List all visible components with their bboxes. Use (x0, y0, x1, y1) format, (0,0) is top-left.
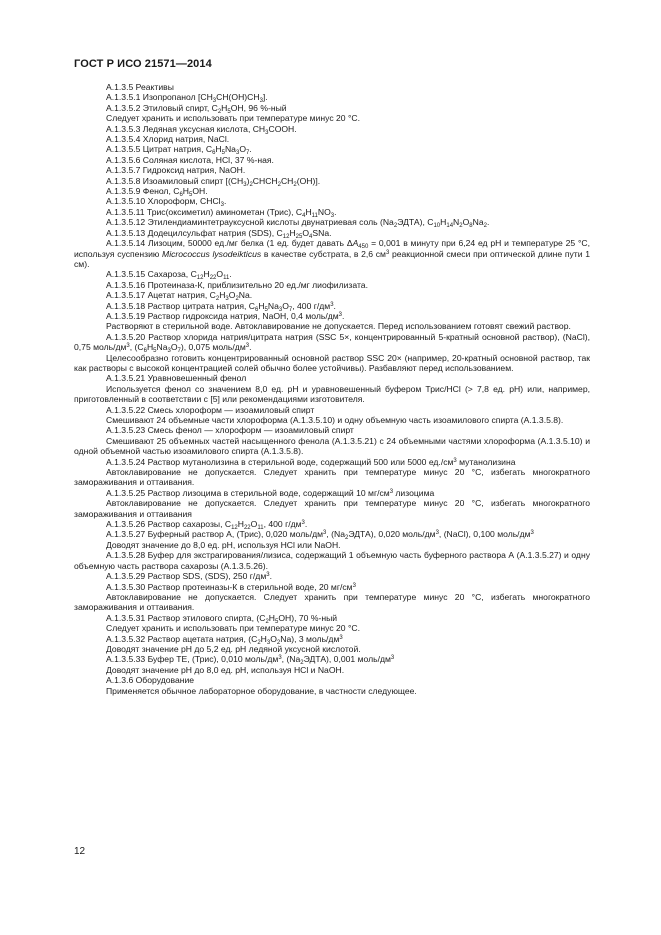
text-line: А.1.3.5.27 Буферный раствор А, (Трис), 0,020 моль/$дм^3$, $(Na_2ЭДТА)$, 0,020 моль/$дм^3$, (NaCl), 0,100 моль/$дм^3$ (106, 529, 534, 542)
document-header: ГОСТ Р ИСО 21571—2014 (74, 58, 212, 70)
text-line: А.1.3.5.24 Раствор мутанолизина в стерильной воде, содержащий 500 или 5000 $ед./см^3$ мутанолизина (106, 456, 516, 467)
text-line: А.1.3.5.18 Раствор цитрата натрия, $C_6H_5Na_3O_7$, 400 $г/дм^3$. (106, 300, 336, 313)
text-line: А.1.3.5.31 Раствор этилового спирта, $(C_2H_5OH)$, 70 %-ный (106, 612, 338, 625)
text-line: А.1.3.5.8 Изоамиловый спирт $[(CH_3)_2CHCH_2CH_2(OH)]$. (106, 175, 321, 188)
text-line: А.1.3.5.26 Раствор сахарозы, $C_{12}H_{22}O_{11}$, 400 $г/дм^3$. (106, 519, 308, 532)
text-line: А.1.3.5.22 Смесь хлороформ — изоамиловый спирт (106, 404, 315, 415)
text-line: Следует хранить и использовать при температуре минус 20 °C. (106, 623, 360, 634)
text-line: А.1.3.5.2 Этиловый спирт, $C_2H_5OH$, 96 %-ный (106, 102, 287, 115)
text-line: А.1.3.5.12 Этилендиаминтетрауксусной кислоты двунатриевая соль $(Na_2ЭДТА)$, $C_{10}H_{14}N_2O_8Na_2$. (106, 217, 490, 230)
text-paragraph: Используется фенол со значением 8,0 ед. pH и уравновешенный буфером Трис/HCl (> 7,8 ед. pH) или, например, приготовленный в соответствии с [5] или рекомендациями изготовителя. (74, 383, 590, 405)
text-paragraph: Автоклавирование не допускается. Следует хранить при температуре минус 20 °C, избегать многократного замораживания и оттаивания. (74, 467, 590, 488)
text-line: А.1.3.5.15 Сахароза, $C_{12}H_{22}O_{11}$. (106, 269, 232, 282)
text-line: А.1.3.5.17 Ацетат натрия, $C_2H_3O_2Na$. (106, 290, 253, 303)
text-line: Доводят значение pH до 8,0 ед. pH, используя HCl и NaOH. (106, 664, 345, 675)
text-line: А.1.3.5.23 Смесь фенол — хлороформ — изоамиловый спирт (106, 425, 354, 436)
text-line: А.1.3.5.11 Трис(оксиметил) аминометан (Трис), $C_4H_{11}NO_3$. (106, 206, 337, 219)
text-paragraph: Смешивают 24 объемные части хлороформа (А.1.3.5.10) и одну объемную часть изоамилового спирта (А.1.3.5.8). (106, 415, 564, 425)
text-line: А.1.3.5.3 Ледяная уксусная кислота, $CH_3COOH$. (106, 123, 297, 136)
text-line: А.1.3.5.32 Раствор ацетата натрия, $(C_2H_3O_2Na)$, 3 моль/$дм^3$ (106, 633, 343, 646)
text-paragraph: А.1.3.5.14 Лизоцим, 50000 ед./мг белка (1 ед. будет давать $\Delta A_{450} = 0,001$ в минуту при 6,24 ед pH и температуре 25 °C, используя суспензию Micrococcus lysodeikticus в качестве субстрата, в 2,6 $см^3$ реакционной смеси при оптической длине пути 1 см). (74, 238, 591, 269)
text-paragraph: Растворяют в стерильной воде. Автоклавирование не допускается. Перед использованием готовят свежий раствор. (106, 321, 571, 332)
text-paragraph: А.1.3.5.20 Раствор хлорида натрия/цитрата натрия (SSC 5×, концентрированный 5-кратный основной раствор), (NaCl), 0,75 моль/$дм^3$, $(C_6H_5Na_3O_7)$, 0,075 моль/$дм^3$. (74, 331, 590, 355)
text-line: А.1.3.5.29 Раствор SDS, (SDS), 250 $г/дм^3$. (106, 571, 272, 582)
text-line: Применяется обычное лабораторное оборудование, в частности следующее. (106, 685, 417, 696)
text-line: А.1.3.5.4 Хлорид натрия, NaCl. (106, 134, 230, 145)
text-line: А.1.3.5.16 Протеиназа-К, приблизительно 20 ед./мг лиофилизата. (106, 279, 368, 290)
text-line: А.1.3.5.7 Гидроксид натрия, NaOH. (106, 165, 246, 176)
text-line: А.1.3.5.30 Раствор протеиназы-К в стерильной воде, 20 $мг/см^3$ (106, 581, 356, 592)
text-paragraph: Автоклавирование не допускается. Следует хранить при температуре минус 20 °C, избегать многократного замораживания и оттаивания (74, 498, 590, 519)
text-line: А.1.3.5.9 Фенол, $C_6H_5OH$. (106, 186, 208, 199)
text-line: А.1.3.5 Реактивы (106, 82, 174, 92)
text-line: А.1.3.5.10 Хлороформ, CHCl$_3$. (106, 196, 227, 209)
text-paragraph: Автоклавирование не допускается. Следует хранить при температуре минус 20 °C, избегать многократного замораживания и оттаивания. (74, 591, 590, 613)
text-line: А.1.3.5.5 Цитрат натрия, $C_6H_5Na_3O_7$. (106, 144, 252, 157)
text-line: А.1.3.5.13 Додецилсульфат натрия (SDS), $C_{12}H_{25}O_4SNa$. (106, 227, 332, 240)
text-line: А.1.3.5.25 Раствор лизоцима в стерильной воде, содержащий 10 $мг/см^3$ лизоцима (106, 487, 435, 498)
text-line: А.1.3.5.33 Буфер ТЕ, (Трис), 0,010 моль/$дм^3$, $(Na_2ЭДТА)$, 0,001 моль/$дм^3$ (106, 654, 395, 667)
text-paragraph: Смешивают 25 объемных частей насыщенного фенола (А.1.3.5.21) с 24 объемными частями хлороформа (А.1.3.5.10) и одной объемной частью изоамилового спирта (А.1.3.5.8). (74, 435, 590, 457)
text-line: А.1.3.5.1 Изопропанол $[CH_3CH(OH)CH_3]$. (106, 92, 268, 105)
page-number: 12 (74, 846, 86, 857)
text-line: Доводят значение pH до 5,2 ед. pH ледяной уксусной кислотой. (106, 643, 361, 654)
text-line: А.1.3.6 Оборудование (106, 675, 195, 686)
text-line: А.1.3.5.19 Раствор гидроксида натрия, NaOH, 0,4 моль/$дм^3$. (106, 310, 345, 321)
text-line: А.1.3.5.21 Уравновешенный фенол (106, 373, 247, 384)
document-body (74, 82, 590, 696)
text-line: Доводят значение до 8,0 ед. pH, используя HCl или NaOH. (106, 539, 341, 550)
text-line: А.1.3.5.6 Соляная кислота, HCl, 37 %-ная. (106, 154, 274, 165)
text-paragraph: Целесообразно готовить концентрированный основной раствор SSC 20× (например, 20-кратный основной раствор, так как растворы с высокой концентрацией солей обычно более устойчивы). Разбавляют перед использованием. (74, 352, 590, 373)
text-paragraph: А.1.3.5.28 Буфер для экстрагирования/лизиса, содержащий 1 объемную часть буферного раствора А (А.1.3.5.27) и одну объемную часть раствора сахарозы (А.1.3.5.26). (74, 550, 590, 571)
text-line: Следует хранить и использовать при температуре минус 20 °C. (106, 113, 360, 124)
